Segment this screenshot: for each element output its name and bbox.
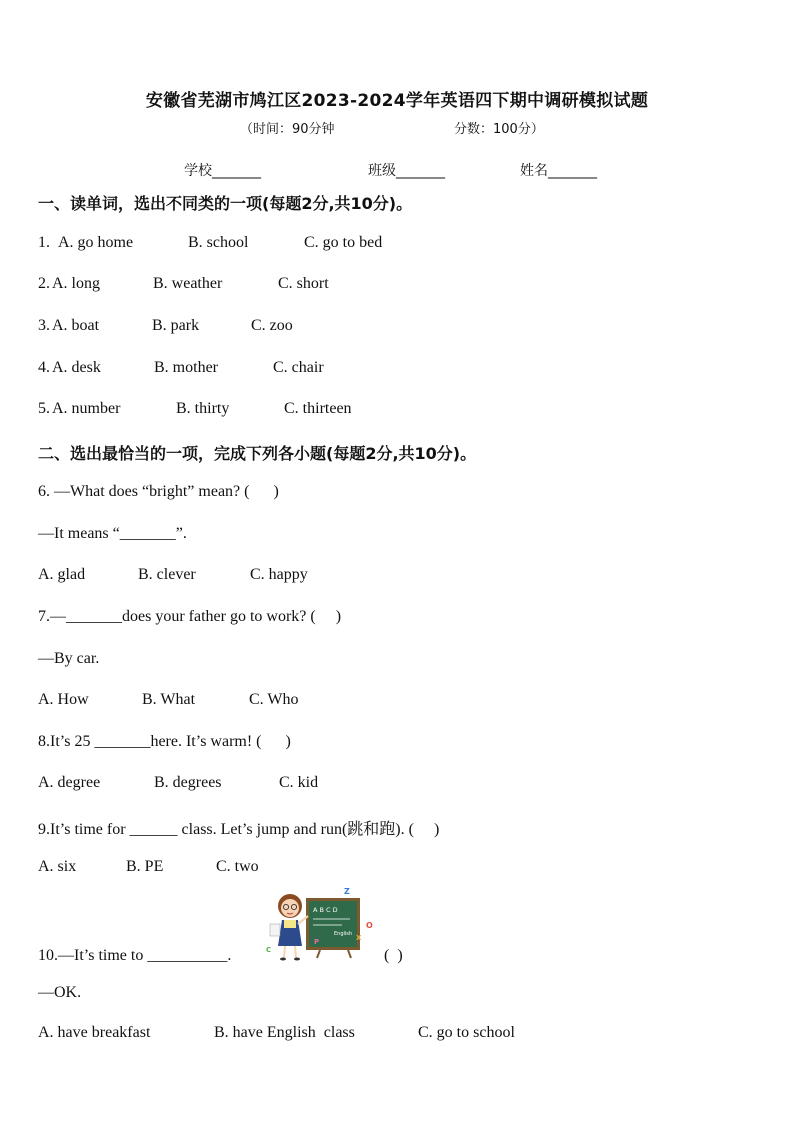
- option-a[interactable]: A. degree: [38, 774, 101, 791]
- name-field[interactable]: 姓名_______: [520, 163, 597, 179]
- option-a[interactable]: A. have breakfast: [38, 1024, 151, 1041]
- option-b[interactable]: B. What: [142, 691, 196, 708]
- option-a[interactable]: A. desk: [52, 359, 101, 376]
- option-c[interactable]: C. Who: [249, 691, 299, 708]
- option-a[interactable]: A. How: [38, 691, 89, 708]
- question-7-stem: 7.—_______does your father go to work? ( ): [38, 608, 342, 625]
- option-a[interactable]: A. boat: [52, 317, 100, 334]
- svg-text:Z: Z: [344, 887, 350, 896]
- option-c[interactable]: C. happy: [250, 566, 308, 583]
- section1-heading: 一、读单词，选出不同类的一项(每题2分,共10分)。: [38, 194, 413, 213]
- svg-text:C: C: [266, 946, 272, 954]
- question-number: 3.: [38, 317, 50, 334]
- book-icon: [270, 924, 280, 936]
- option-c[interactable]: C. kid: [279, 774, 319, 791]
- question-7-response: —By car.: [38, 650, 100, 667]
- option-b[interactable]: B. PE: [126, 858, 164, 875]
- option-c[interactable]: C. thirteen: [284, 400, 352, 417]
- question-6-stem: 6. —What does “bright” mean? ( ): [38, 483, 279, 500]
- option-a[interactable]: A. number: [52, 400, 121, 417]
- board-word: English: [334, 931, 353, 937]
- option-a[interactable]: A. go home: [58, 234, 134, 251]
- option-a[interactable]: A. glad: [38, 566, 86, 583]
- school-field[interactable]: 学校_______: [184, 163, 261, 179]
- option-b[interactable]: B. park: [152, 317, 200, 334]
- option-a[interactable]: A. long: [52, 275, 100, 292]
- question-9-stem: 9.It’s time for ______ class. Let’s jump and run(跳和跑). ( ): [38, 821, 440, 838]
- question-number: 1.: [38, 234, 54, 251]
- option-b[interactable]: B. weather: [153, 275, 223, 292]
- class-field[interactable]: 班级_______: [368, 163, 445, 179]
- question-number: 4.: [38, 359, 50, 376]
- option-b[interactable]: B. mother: [154, 359, 218, 376]
- option-c[interactable]: C. two: [216, 858, 259, 875]
- page-title: 安徽省芜湖市鸠江区2023-2024学年英语四下期中调研模拟试题: [145, 91, 649, 111]
- option-a[interactable]: A. six: [38, 858, 77, 875]
- section2-heading: 二、选出最恰当的一项，完成下列各小题(每题2分,共10分)。: [38, 444, 477, 463]
- teacher-chalkboard-illustration: [262, 884, 380, 966]
- question-number: 5.: [38, 400, 50, 417]
- option-b[interactable]: B. degrees: [154, 774, 222, 791]
- question-10-response: —OK.: [38, 984, 82, 1001]
- question-6-response: —It means “_______”.: [38, 525, 187, 542]
- option-b[interactable]: B. school: [188, 234, 249, 251]
- option-c[interactable]: C. short: [278, 275, 329, 292]
- board-letters: A B C D: [313, 906, 338, 914]
- question-number: 2.: [38, 275, 50, 292]
- option-b[interactable]: B. thirty: [176, 400, 230, 417]
- question-8-stem: 8.It’s 25 _______here. It’s warm! ( ): [38, 733, 291, 750]
- svg-text:P: P: [314, 938, 320, 946]
- option-b[interactable]: B. clever: [138, 566, 196, 583]
- option-c[interactable]: C. go to school: [418, 1024, 515, 1041]
- option-b[interactable]: B. have English class: [214, 1024, 355, 1041]
- svg-text:X: X: [356, 934, 362, 942]
- question-10-stem: 10.—It’s time to __________.: [38, 947, 232, 964]
- option-c[interactable]: C. chair: [273, 359, 324, 376]
- option-c[interactable]: C. zoo: [251, 317, 293, 334]
- exam-time: （时间：90分钟: [240, 122, 335, 137]
- option-c[interactable]: C. go to bed: [304, 234, 383, 251]
- exam-score: 分数：100分）: [454, 122, 544, 137]
- question-10-bracket: ( ): [384, 947, 403, 964]
- svg-text:O: O: [366, 921, 373, 930]
